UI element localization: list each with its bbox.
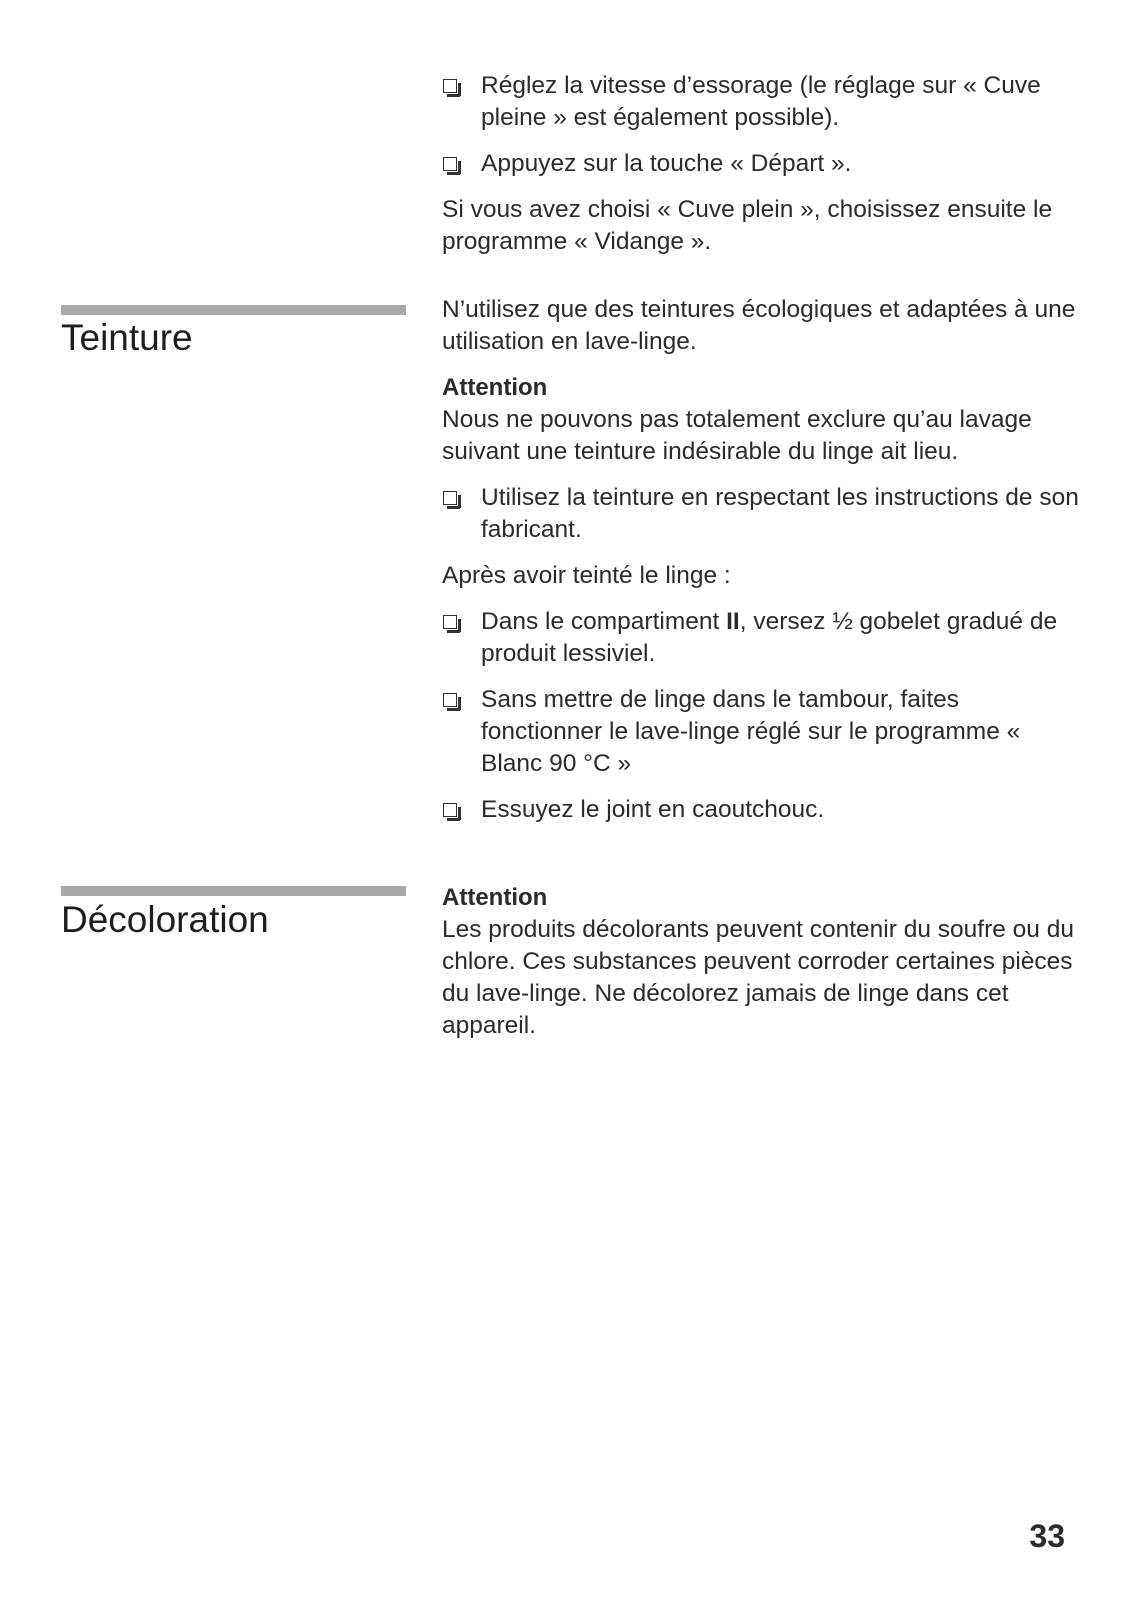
teinture-content xyxy=(442,294,1082,826)
step-text-part: , versez ½ gobelet gradué de produit lessiviel. xyxy=(481,608,1058,667)
checkbox-bullet-icon xyxy=(443,491,457,505)
teinture-intro: N’utilisez que des teintures écologiques et adaptées à une utilisation en lave-linge. xyxy=(442,296,1076,355)
decoloration-content xyxy=(442,882,1082,1042)
checkbox-bullet-icon xyxy=(443,615,457,629)
checkbox-bullet-icon xyxy=(443,693,457,707)
section-title-decoloration: Décoloration xyxy=(61,899,269,940)
step-text-part: Dans le compartiment xyxy=(481,608,727,635)
attention-text: Nous ne pouvons pas totalement exclure qu’au lavage suivant une teinture indésirable du linge ait lieu. xyxy=(442,406,1032,465)
attention-label: Attention xyxy=(442,884,548,911)
checkbox-bullet-icon xyxy=(443,803,457,817)
step-item xyxy=(442,606,1082,670)
section-divider-decoloration xyxy=(61,886,406,896)
step-item xyxy=(442,70,1082,134)
step-text: Sans mettre de linge dans le tambour, faites fonctionner le lave-linge réglé sur le programme « Blanc 90 °C » xyxy=(481,686,1021,777)
attention-text: Les produits décolorants peuvent contenir du soufre ou du chlore. Ces substances peuvent corroder certaines pièces du lave-linge. Ne décolorez jamais de linge dans cet appareil. xyxy=(442,916,1074,1039)
checkbox-bullet-icon xyxy=(443,79,457,93)
intro-note: Si vous avez choisi « Cuve plein », choisissez ensuite le programme « Vidange ». xyxy=(442,196,1053,255)
step-item xyxy=(442,684,1082,780)
checkbox-bullet-icon xyxy=(443,157,457,171)
page-number: 33 xyxy=(1029,1518,1065,1554)
section-divider-teinture xyxy=(61,305,406,315)
attention-label: Attention xyxy=(442,374,548,401)
step-text: Réglez la vitesse d’essorage (le réglage sur « Cuve pleine » est également possible). xyxy=(481,72,1041,131)
step-text: Appuyez sur la touche « Départ ». xyxy=(481,150,852,177)
after-dye-label: Après avoir teinté le linge : xyxy=(442,562,731,589)
section-title-teinture: Teinture xyxy=(61,317,193,358)
compartment-number: II xyxy=(726,608,740,635)
step-text: Essuyez le joint en caoutchouc. xyxy=(481,796,825,823)
step-item xyxy=(442,482,1082,546)
intro-block xyxy=(442,70,1082,258)
step-text: Utilisez la teinture en respectant les instructions de son fabricant. xyxy=(481,484,1079,543)
step-item xyxy=(442,794,1082,826)
step-item xyxy=(442,148,1082,180)
